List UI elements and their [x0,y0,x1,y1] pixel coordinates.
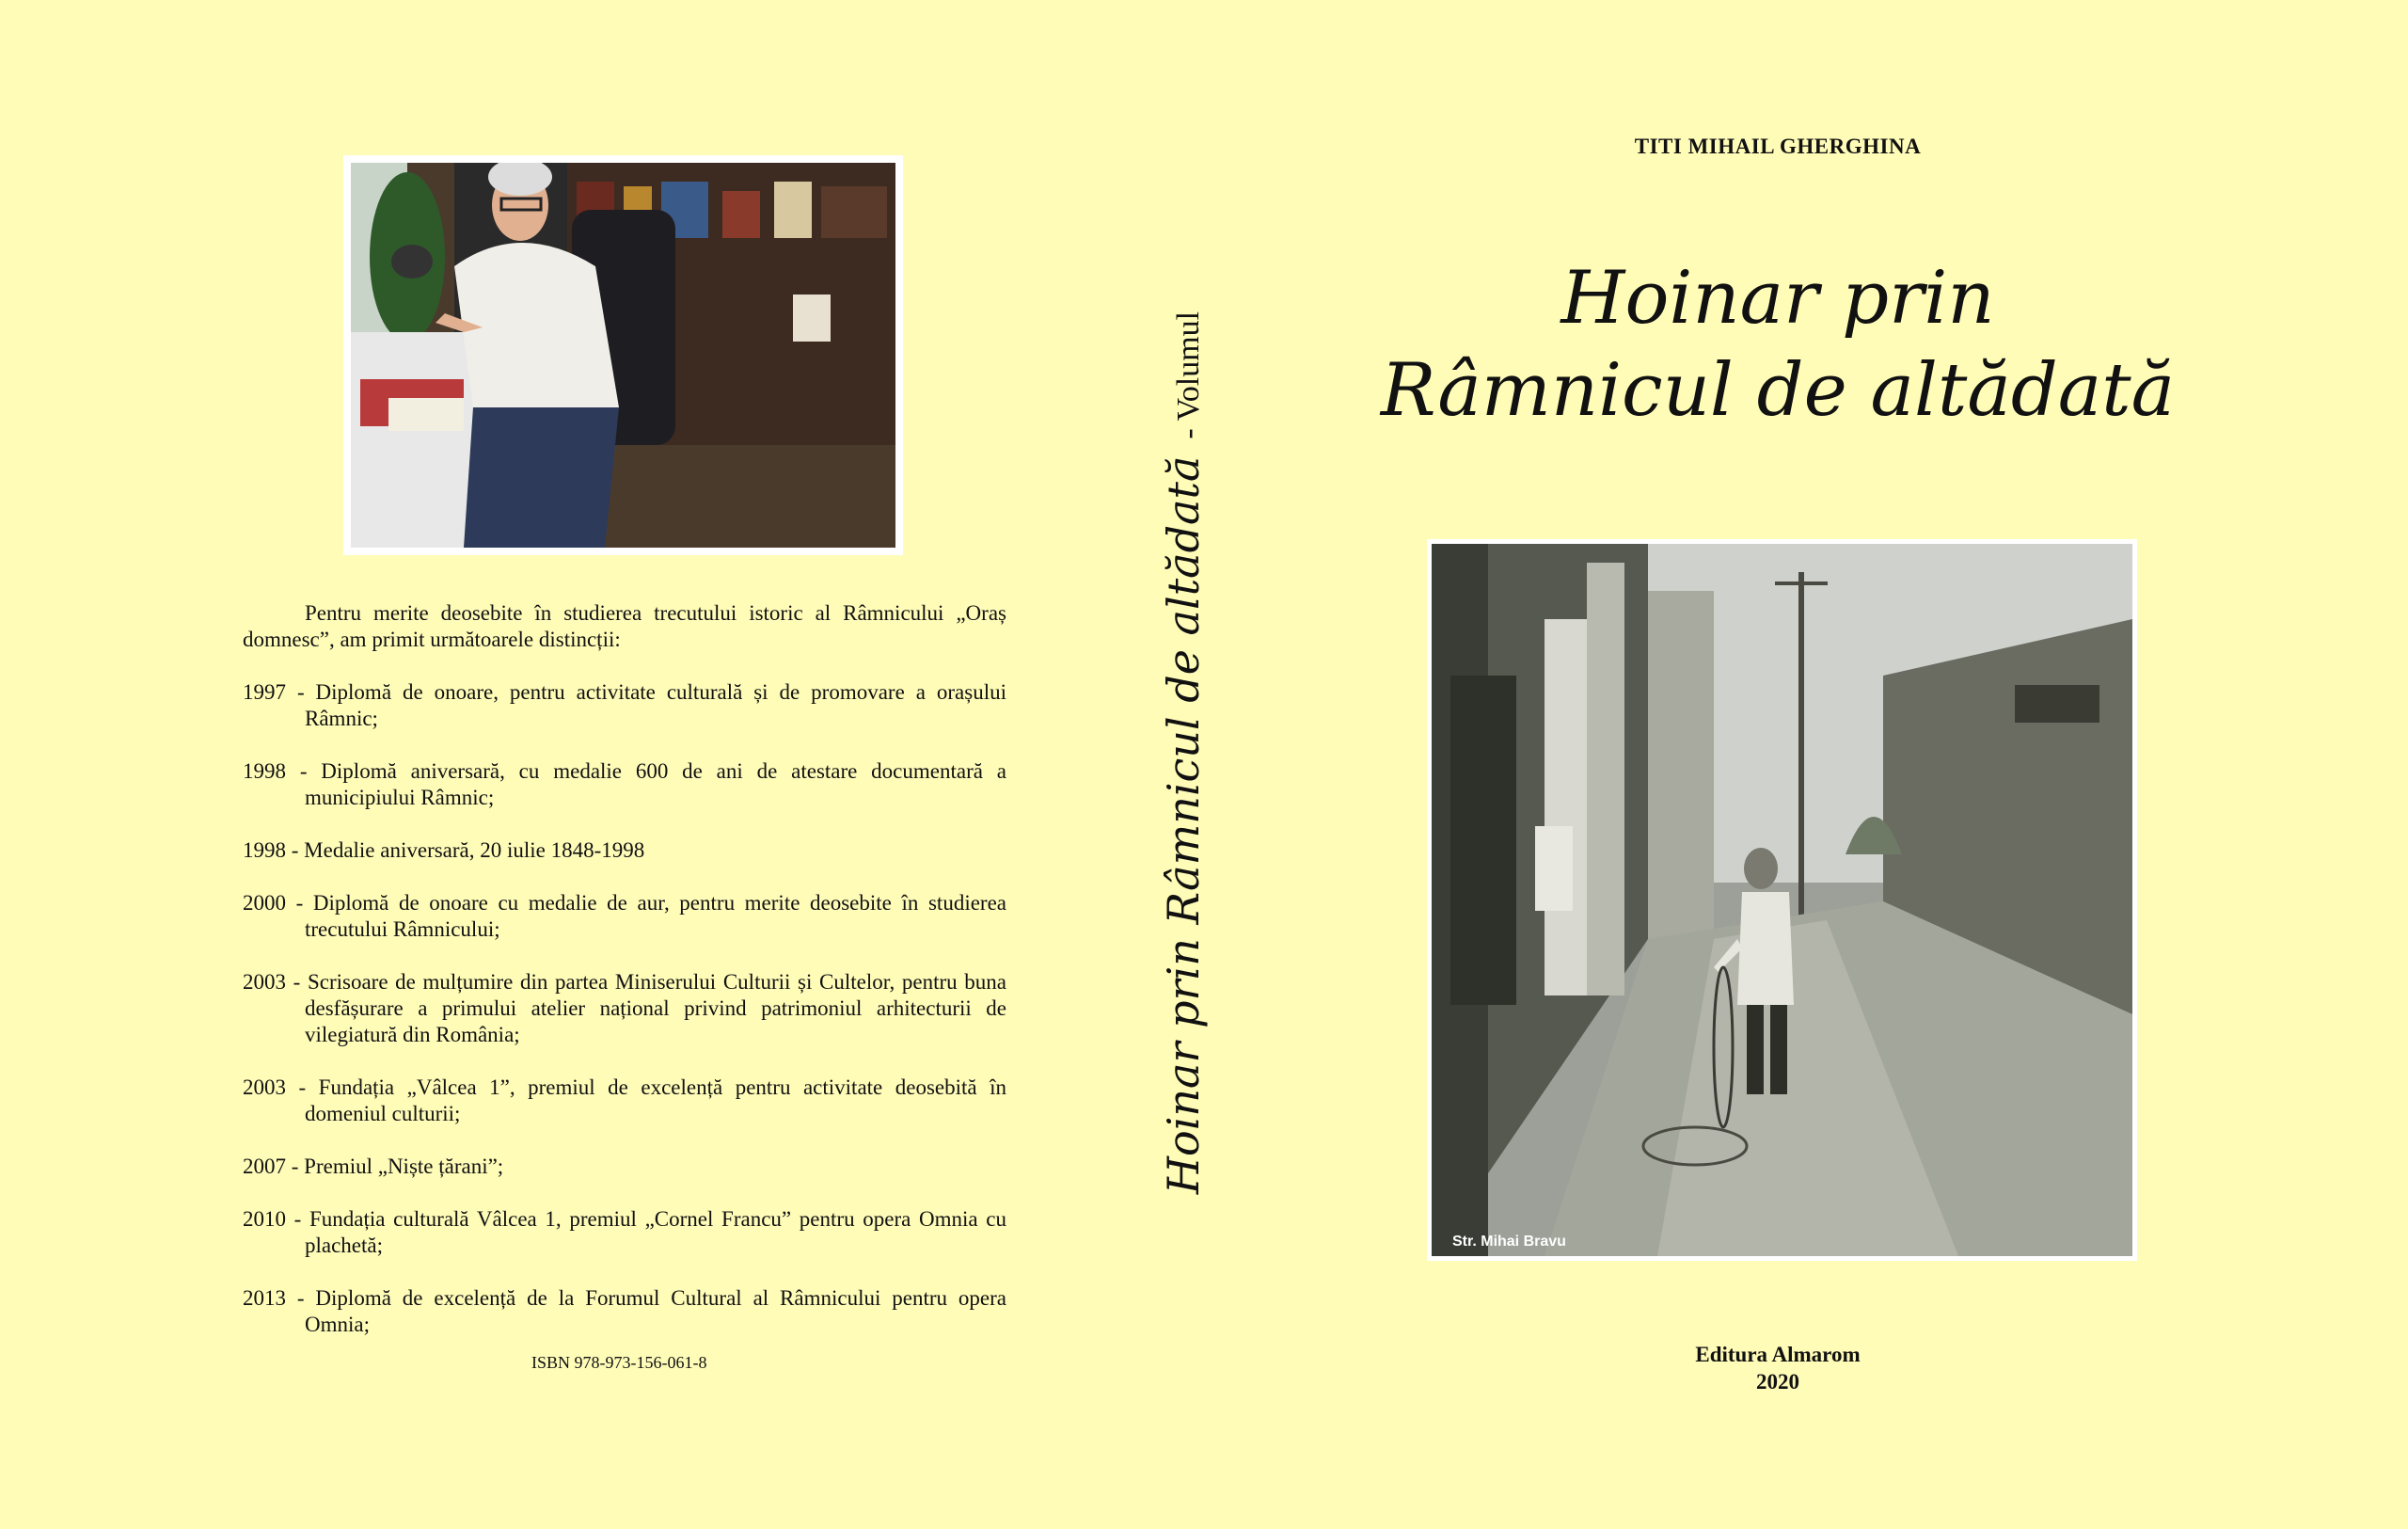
publication-year: 2020 [1756,1370,1799,1394]
spine-book-title: Hoinar prin Râmnicul de altădată [1158,455,1209,1195]
distinction-item: 2003 - Scrisoare de mulțumire din partea Miniserului Culturii și Cultelor, pentru buna desfășurare a primului atelier național privind patrimoniul arhitecturii de vilegiatură din România; [243,970,1006,1046]
distinction-item: 2010 - Fundația culturală Vâlcea 1, premiul „Cornel Francu” pentru opera Omnia cu plachetă; [243,1207,1006,1257]
distinction-item: 1997 - Diplomă de onoare, pentru activitate culturală și de promovare a orașului Râmnic; [243,680,1006,730]
book-title-line2: Râmnicul de altădată [1380,348,2176,433]
bio-intro: Pentru merite deosebite în studierea trecutului istoric al Râmnicului „Oraș domnesc”, am primit următoarele distincții: [243,601,1006,651]
publisher-name: Editura Almarom [1695,1343,1861,1366]
book-title [1279,252,2276,437]
distinction-item: 1998 - Diplomă aniversară, cu medalie 600 de ani de atestare documentară a municipiului Râmnic; [243,759,1006,809]
author-photo [343,155,903,555]
author-name: TITI MIHAIL GHERGHINA [1634,135,1922,158]
photo-caption: Str. Mihai Bravu [1452,1234,1566,1250]
book-title-line1: Hoinar prin [1560,256,1995,341]
distinction-item: 1998 - Medalie aniversară, 20 iulie 1848-1998 [243,838,645,862]
isbn: ISBN 978-973-156-061-8 [531,1353,707,1372]
cover-photo [1427,539,2137,1261]
distinction-item: 2000 - Diplomă de onoare cu medalie de aur, pentru merite deosebite în studierea trecutului Râmnicului; [243,891,1006,941]
distinctions-text [243,600,1006,1364]
distinction-item: 2007 - Premiul „Niște țărani”; [243,1155,504,1178]
author-photo-image [351,163,895,548]
spine-title [1158,311,1209,1194]
street-photo-image [1432,544,2132,1256]
spine-volume: - Volumul [1171,311,1206,439]
distinction-item: 2003 - Fundația „Vâlcea 1”, premiul de excelență pentru activitate deosebită în domeniul culturii; [243,1075,1006,1125]
publisher-block [1279,1341,2276,1395]
distinction-item: 2013 - Diplomă de excelență de la Forumul Cultural al Râmnicului pentru opera Omnia; [243,1286,1006,1336]
